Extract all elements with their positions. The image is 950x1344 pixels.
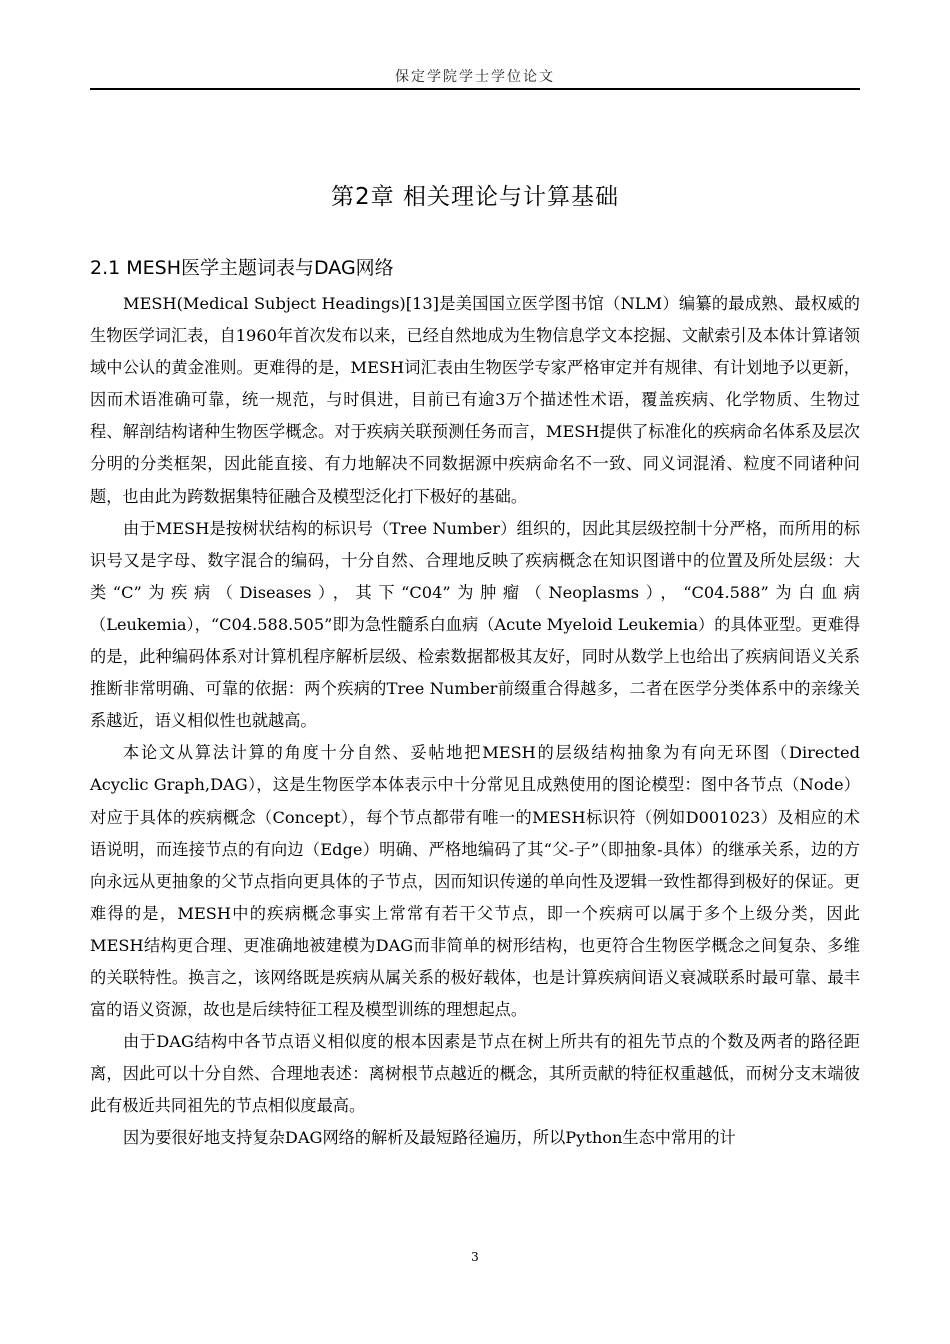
paragraph: 本论文从算法计算的角度十分自然、妥帖地把MESH的层级结构抽象为有向无环图（Directed Acyclic Graph,DAG），这是生物医学本体表示中十分常见且成熟使用的图论模型：图中各节点（Node）对应于具体的疾病概念（Concept），每个节点都带有唯一的MESH标识符（例如D001023）及相应的术语说明，而连接节点的有向边（Edge）明确、严格地编码了其“父-子”（即抽象-具体）的继承关系，边的方向永远从更抽象的父节点指向更具体的子节点，因而知识传递的单向性及逻辑一致性都得到极好的保证。更难得的是，MESH中的疾病概念事实上常常有若干父节点，即一个疾病可以属于多个上级分类，因此MESH结构更合理、更准确地被建模为DAG而非简单的树形结构，也更符合生物医学概念之间复杂、多维的关联特性。换言之，该网络既是疾病从属关系的极好载体，也是计算疾病间语义衰减联系时最可靠、最丰富的语义资源，故也是后续特征工程及模型训练的理想起点。 xyxy=(90,743,860,1020)
paragraph: 由于DAG结构中各节点语义相似度的根本因素是节点在树上所共有的祖先节点的个数及两者的路径距离，因此可以十分自然、合理地表述：离树根节点越近的概念，其所贡献的特征权重越低，而树分支末端彼此有极近共同祖先的节点相似度最高。 xyxy=(90,1032,860,1116)
paragraph: MESH(Medical Subject Headings)[13]是美国国立医学图书馆（NLM）编纂的最成熟、最权威的生物医学词汇表，自1960年首次发布以来，已经自然地成为生物信息学文本挖掘、文献索引及本体计算诸领域中公认的黄金准则。更难得的是，MESH词汇表由生物医学专家严格审定并有规律、有计划地予以更新，因而术语准确可靠，统一规范，与时俱进，目前已有逾3万个描述性术语，覆盖疾病、化学物质、生物过程、解剖结构诸种生物医学概念。对于疾病关联预测任务而言，MESH提供了标准化的疾病命名体系及层次分明的分类框架，因此能直接、有力地解决不同数据源中疾病命名不一致、同义词混淆、粒度不同诸种问题，也由此为跨数据集特征融合及模型泛化打下极好的基础。 xyxy=(90,294,860,506)
running-header: 保定学院学士学位论文 xyxy=(395,69,555,85)
paragraph: 因为要很好地支持复杂DAG网络的解析及最短路径遍历，所以Python生态中常用的计 xyxy=(123,1128,736,1148)
section-title: 2.1 MESH医学主题词表与DAG网络 xyxy=(90,257,394,279)
body-text xyxy=(90,288,860,1155)
header-rule xyxy=(90,88,860,90)
chapter-title: 第2章 相关理论与计算基础 xyxy=(331,184,619,210)
page-number: 3 xyxy=(471,1250,479,1264)
paragraph: 由于MESH是按树状结构的标识号（Tree Number）组织的，因此其层级控制十分严格，而所用的标识号又是字母、数字混合的编码，十分自然、合理地反映了疾病概念在知识图谱中的位置及所处层级：大类“C”为疾病（Diseases），其下“C04”为肿瘤（Neoplasms），“C04.588”为白血病（Leukemia），“C04.588.505”即为急性髓系白血病（Acute Myeloid Leukemia）的具体亚型。更难得的是，此种编码体系对计算机程序解析层级、检索数据都极其友好，同时从数学上也给出了疾病间语义关系推断非常明确、可靠的依据：两个疾病的Tree Number前缀重合得越多，二者在医学分类体系中的亲缘关系越近，语义相似性也就越高。 xyxy=(90,518,860,731)
